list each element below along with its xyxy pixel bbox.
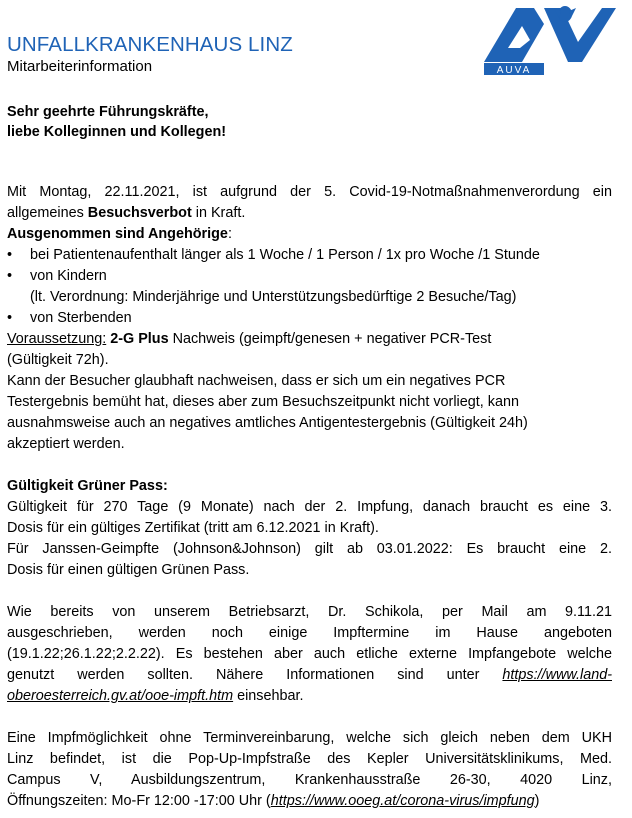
popup-line: Eine Impfmöglichkeit ohne Terminvereinbarung, welche sich gleich neben dem UKH [7,730,612,746]
vaccination-paragraph [7,602,612,707]
salutation-line-1: Sehr geehrte Führungskräfte, [7,104,209,120]
requirement-line: Kann der Besucher glaubhaft nachweisen, dass er sich um ein negatives PCR [7,373,506,389]
ooe-impft-link-continued[interactable]: oberoesterreich.gv.at/ooe-impft.htm [7,688,234,704]
popup-line: Linz befindet, ist die Pop-Up-Impfstraße des Kepler Universitätsklinikums, Med. [7,751,612,767]
document-body [7,102,612,812]
green-pass-line: Für Janssen-Geimpfte (Johnson&Johnson) gilt ab 03.01.2022: Es braucht eine 2. [7,541,612,557]
exceptions-list [7,245,612,329]
green-pass-heading: Gültigkeit Grüner Pass: [7,478,168,494]
children-note: (lt. Verordnung: Minderjährige und Unterstützungsbedürftige 2 Besuche/Tag) [30,289,517,305]
requirement-line: ausnahmsweise auch an negatives amtliches Antigentestergebnis (Gültigkeit 24h) [7,415,528,431]
auva-logo [482,2,618,76]
requirement-2g-plus: 2-G Plus [110,331,169,347]
list-item-text: von Kindern [30,268,107,284]
requirement-text: Nachweis (geimpft/genesen + negativer PCR-Test [168,331,492,347]
list-item [7,245,612,266]
green-pass-line: Dosis für einen gültigen Grünen Pass. [7,562,250,578]
vaccination-line: ausgeschrieben, werden noch einige Impftermine im Hause angeboten [7,625,612,641]
intro-paragraph [7,182,612,224]
bullet-icon: • [7,310,13,326]
green-pass-line: Gültigkeit für 270 Tage (9 Monate) nach der 2. Impfung, danach braucht es eine 3. [7,499,612,515]
ooeg-impfung-link[interactable]: https://www.ooeg.at/corona-virus/impfung [270,793,535,809]
exceptions-heading-colon: : [227,226,232,242]
exceptions-heading [7,224,612,245]
intro-line-1: Mit Montag, 22.11.2021, ist aufgrund der 5. Covid-19-Notmaßnahmenverordung ein [7,184,612,200]
requirement-label: Voraussetzung: [7,331,107,347]
requirement-line: Testergebnis bemüht hat, dieses aber zum Besuchszeitpunkt nicht vorliegt, kann [7,394,519,410]
organization-name: UNFALLKRANKENHAUS LINZ [7,33,293,56]
requirement-line: akzeptiert werden. [7,436,125,452]
list-item [7,308,612,329]
vaccination-line [7,665,612,686]
bullet-icon: • [7,268,13,284]
closing-parenthesis: ) [534,793,540,809]
vaccination-line: Wie bereits von unserem Betriebsarzt, Dr. Schikola, per Mail am 9.11.21 [7,604,612,620]
popup-line [7,791,612,812]
bullet-icon: • [7,247,13,263]
vaccination-text: genutzt werden sollten. Nähere Informationen sind unter [7,667,503,683]
salutation [7,102,612,142]
ooe-impft-link[interactable]: https://www.land- [502,667,612,683]
exceptions-heading-text: Ausgenommen sind Angehörige [7,226,228,242]
list-item-text: bei Patientenaufenthalt länger als 1 Woche / 1 Person / 1x pro Woche /1 Stunde [30,247,540,263]
requirement-validity: (Gültigkeit 72h). [7,352,109,368]
green-pass-section [7,476,612,581]
visiting-ban-label: Besuchsverbot [87,205,192,221]
letterhead [7,34,293,76]
popup-vaccination-paragraph [7,728,612,812]
salutation-line-2: liebe Kolleginnen und Kollegen! [7,124,227,140]
opening-hours-text: Öffnungszeiten: Mo-Fr 12:00 -17:00 Uhr ( [7,793,271,809]
list-item [7,266,612,308]
popup-line: Campus V, Ausbildungszentrum, Krankenhausstraße 26-30, 4020 Linz, [7,772,612,788]
vaccination-line: (19.1.22;26.1.22;2.2.22). Es bestehen aber auch etliche externe Impfangebote welche [7,646,612,662]
green-pass-line: Dosis für ein gültiges Zertifikat (tritt am 6.12.2021 in Kraft). [7,520,379,536]
logo-wordmark: AUVA [496,65,532,76]
vaccination-line [7,686,612,707]
intro-text-end: in Kraft. [191,205,246,221]
document-subtitle: Mitarbeiterinformation [7,58,153,75]
intro-text: allgemeines [7,205,88,221]
requirement-paragraph [7,329,612,455]
vaccination-text: einsehbar. [233,688,304,704]
list-item-text: von Sterbenden [30,310,132,326]
